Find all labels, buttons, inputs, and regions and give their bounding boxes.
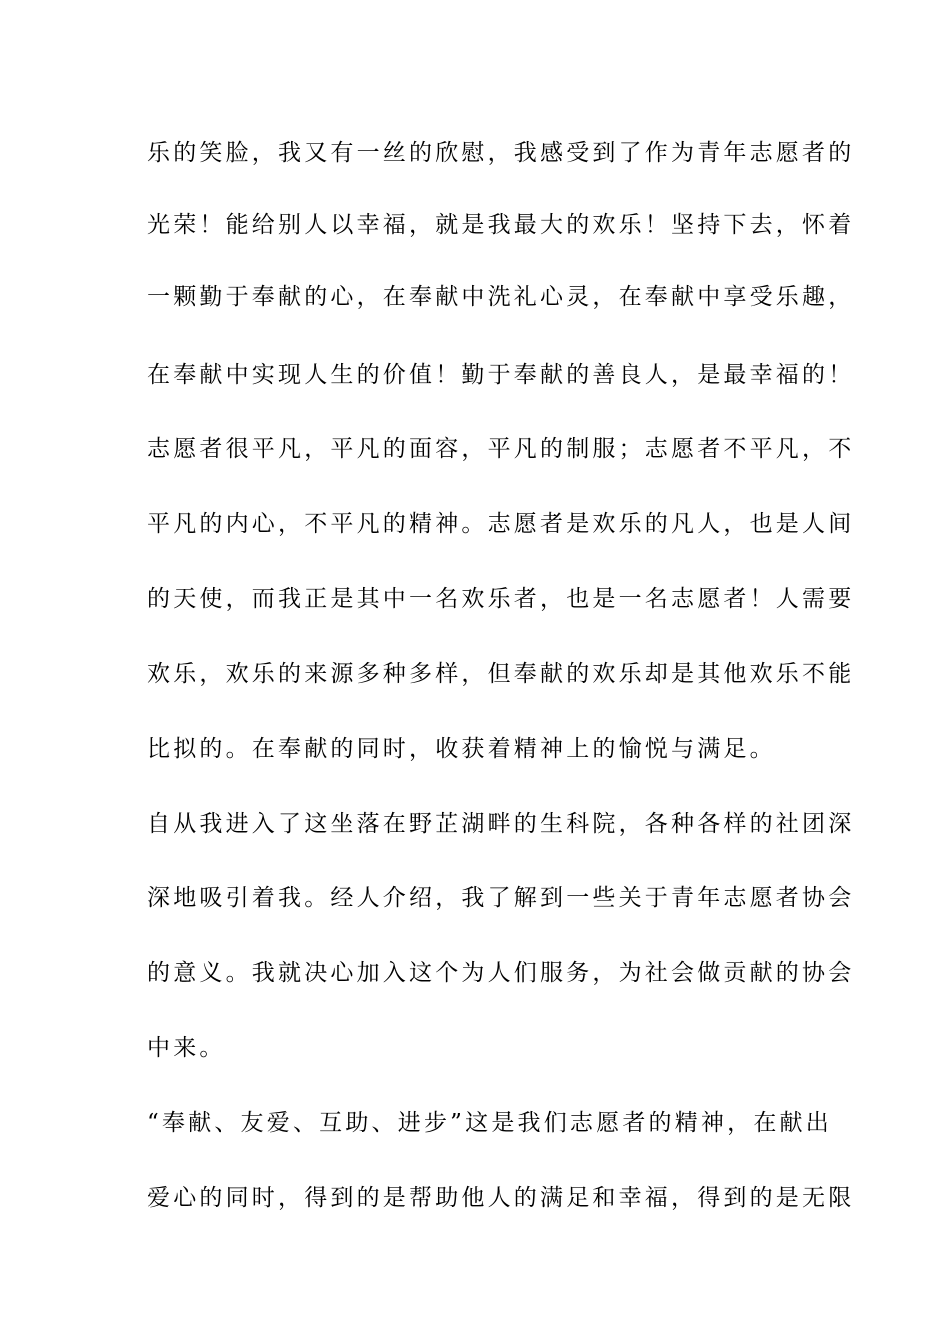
text-line: 自从我进入了这坐落在野芷湖畔的生科院，各种各样的社团深 bbox=[147, 811, 855, 837]
text-line: 比拟的。在奉献的同时，收获着精神上的愉悦与满足。 bbox=[147, 736, 776, 762]
text-line: 的天使，而我正是其中一名欢乐者，也是一名志愿者！人需要 bbox=[147, 586, 855, 612]
text-line: 爱心的同时，得到的是帮助他人的满足和幸福，得到的是无限 bbox=[147, 1185, 855, 1211]
text-line: 欢乐，欢乐的来源多种多样，但奉献的欢乐却是其他欢乐不能 bbox=[147, 661, 855, 687]
text-line: 在奉献中实现人生的价值！勤于奉献的善良人，是最幸福的！ bbox=[147, 362, 855, 388]
text-line: 平凡的内心，不平凡的精神。志愿者是欢乐的凡人，也是人间 bbox=[147, 511, 855, 537]
text-line: “奉献、友爱、互助、进步”这是我们志愿者的精神，在献出 bbox=[147, 1110, 832, 1136]
text-line: 中来。 bbox=[147, 1035, 226, 1061]
text-line: 深地吸引着我。经人介绍，我了解到一些关于青年志愿者协会 bbox=[147, 885, 855, 911]
text-line: 一颗勤于奉献的心，在奉献中洗礼心灵，在奉献中享受乐趣， bbox=[147, 284, 855, 310]
text-line: 志愿者很平凡，平凡的面容，平凡的制服；志愿者不平凡，不 bbox=[147, 436, 855, 462]
text-line: 乐的笑脸，我又有一丝的欣慰，我感受到了作为青年志愿者的 bbox=[147, 140, 855, 166]
text-line: 的意义。我就决心加入这个为人们服务，为社会做贡献的协会 bbox=[147, 960, 855, 986]
text-line: 光荣！能给别人以幸福，就是我最大的欢乐！坚持下去，怀着 bbox=[147, 212, 855, 238]
